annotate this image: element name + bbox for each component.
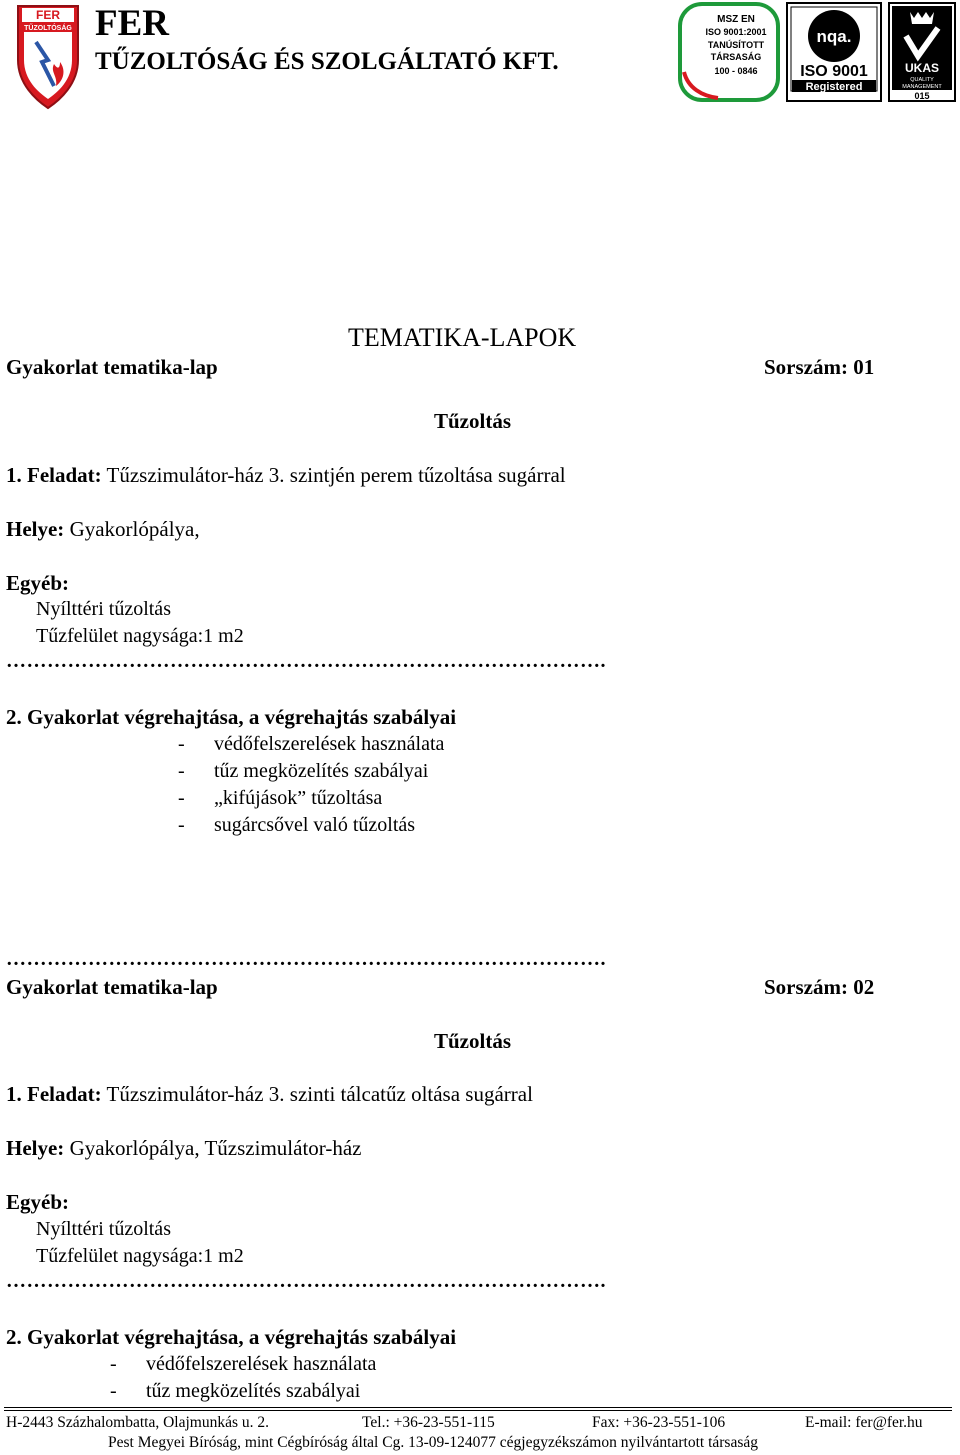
sheet-heading: Gyakorlat tematika-lap bbox=[6, 975, 218, 999]
svg-text:ISO 9001: ISO 9001 bbox=[800, 63, 868, 80]
location-label: Helye: bbox=[6, 1136, 65, 1160]
list-dash: - bbox=[178, 814, 185, 836]
list-dash: - bbox=[178, 760, 185, 782]
task-line bbox=[6, 1081, 533, 1107]
sheet-category: Tűzoltás bbox=[434, 1029, 512, 1053]
footer-address: H-2443 Százhalombatta, Olajmunkás u. 2. bbox=[6, 1414, 270, 1431]
list-dash: - bbox=[110, 1353, 117, 1375]
company-subtitle: TŰZOLTÓSÁG ÉS SZOLGÁLTATÓ KFT. bbox=[95, 48, 559, 75]
other-label: Egyéb: bbox=[6, 1190, 69, 1214]
svg-text:ISO 9001:2001: ISO 9001:2001 bbox=[705, 27, 767, 37]
sheet-serial: Sorszám: 02 bbox=[764, 975, 875, 999]
list-item: - védőfelszerelések használata bbox=[178, 733, 445, 755]
list-item: - sugárcsővel való tűzoltás bbox=[178, 814, 416, 836]
footer-phone: Tel.: +36-23-551-115 bbox=[362, 1414, 495, 1431]
task-text: Tűzszimulátor-ház 3. szintjén perem tűzoltása sugárral bbox=[101, 463, 566, 487]
list-item: - tűz megközelítés szabályai bbox=[110, 1380, 361, 1402]
svg-text:MANAGEMENT: MANAGEMENT bbox=[902, 84, 942, 90]
footer-email: E-mail: fer@fer.hu bbox=[805, 1414, 923, 1431]
list-dash: - bbox=[110, 1380, 117, 1402]
other-line: Tűzfelület nagysága:1 m2 bbox=[36, 625, 244, 647]
svg-text:100 - 0846: 100 - 0846 bbox=[714, 66, 758, 76]
nqa-iso-9001-badge bbox=[786, 2, 882, 102]
svg-text:015: 015 bbox=[914, 91, 930, 101]
company-logo bbox=[14, 2, 82, 110]
location-text: Gyakorlópálya, Tűzszimulátor-ház bbox=[64, 1136, 362, 1160]
dotted-separator: ……………………………………………………………………………. bbox=[6, 948, 606, 970]
company-name: FER bbox=[95, 3, 169, 44]
svg-text:UKAS: UKAS bbox=[904, 61, 940, 75]
list-item: - tűz megközelítés szabályai bbox=[178, 760, 429, 782]
page-title: TEMATIKA-LAPOK bbox=[348, 323, 577, 352]
ukas-badge bbox=[888, 2, 956, 102]
svg-text:TANÚSÍTOTT: TANÚSÍTOTT bbox=[707, 40, 765, 50]
footer-rule bbox=[4, 1410, 952, 1411]
sheet-heading: Gyakorlat tematika-lap bbox=[6, 355, 218, 379]
msz-en-iso-9001-badge bbox=[678, 2, 780, 102]
other-line: Nyílttéri tűzoltás bbox=[36, 1218, 171, 1240]
svg-text:nqa.: nqa. bbox=[816, 27, 852, 46]
location-label: Helye: bbox=[6, 517, 65, 541]
dotted-separator: ……………………………………………………………………………. bbox=[6, 1270, 606, 1292]
list-dash: - bbox=[178, 787, 185, 809]
task-text: Tűzszimulátor-ház 3. szinti tálcatűz oltása sugárral bbox=[101, 1082, 533, 1106]
other-line: Tűzfelület nagysága:1 m2 bbox=[36, 1245, 244, 1267]
location-line bbox=[6, 516, 200, 542]
svg-text:TŰZOLTÓSÁG: TŰZOLTÓSÁG bbox=[24, 25, 72, 32]
svg-text:QUALITY: QUALITY bbox=[910, 77, 934, 83]
task-label: 1. Feladat: bbox=[6, 463, 102, 487]
task-line bbox=[6, 462, 566, 488]
execution-heading: 2. Gyakorlat végrehajtása, a végrehajtás szabályai bbox=[6, 1325, 457, 1349]
dotted-separator: ……………………………………………………………………………. bbox=[6, 650, 606, 672]
list-dash: - bbox=[178, 733, 185, 755]
svg-text:Registered: Registered bbox=[805, 81, 863, 93]
svg-text:MSZ EN: MSZ EN bbox=[717, 14, 755, 25]
list-item: - „kifújások” tűzoltása bbox=[178, 787, 383, 809]
footer-rule bbox=[4, 1407, 952, 1408]
svg-text:TÁRSASÁG: TÁRSASÁG bbox=[710, 52, 762, 62]
other-label: Egyéb: bbox=[6, 571, 69, 595]
sheet-category: Tűzoltás bbox=[434, 409, 512, 433]
svg-text:FER: FER bbox=[36, 8, 60, 22]
location-line bbox=[6, 1135, 361, 1161]
location-text: Gyakorlópálya, bbox=[64, 517, 200, 541]
list-item: - védőfelszerelések használata bbox=[110, 1353, 377, 1375]
execution-heading: 2. Gyakorlat végrehajtása, a végrehajtás szabályai bbox=[6, 705, 457, 729]
task-label: 1. Feladat: bbox=[6, 1082, 102, 1106]
footer-registry: Pest Megyei Bíróság, mint Cégbíróság által Cg. 13-09-124077 cégjegyzékszámon nyilvántartott társaság bbox=[108, 1434, 758, 1451]
other-line: Nyílttéri tűzoltás bbox=[36, 598, 171, 620]
footer-fax: Fax: +36-23-551-106 bbox=[592, 1414, 726, 1431]
sheet-serial: Sorszám: 01 bbox=[764, 355, 875, 379]
